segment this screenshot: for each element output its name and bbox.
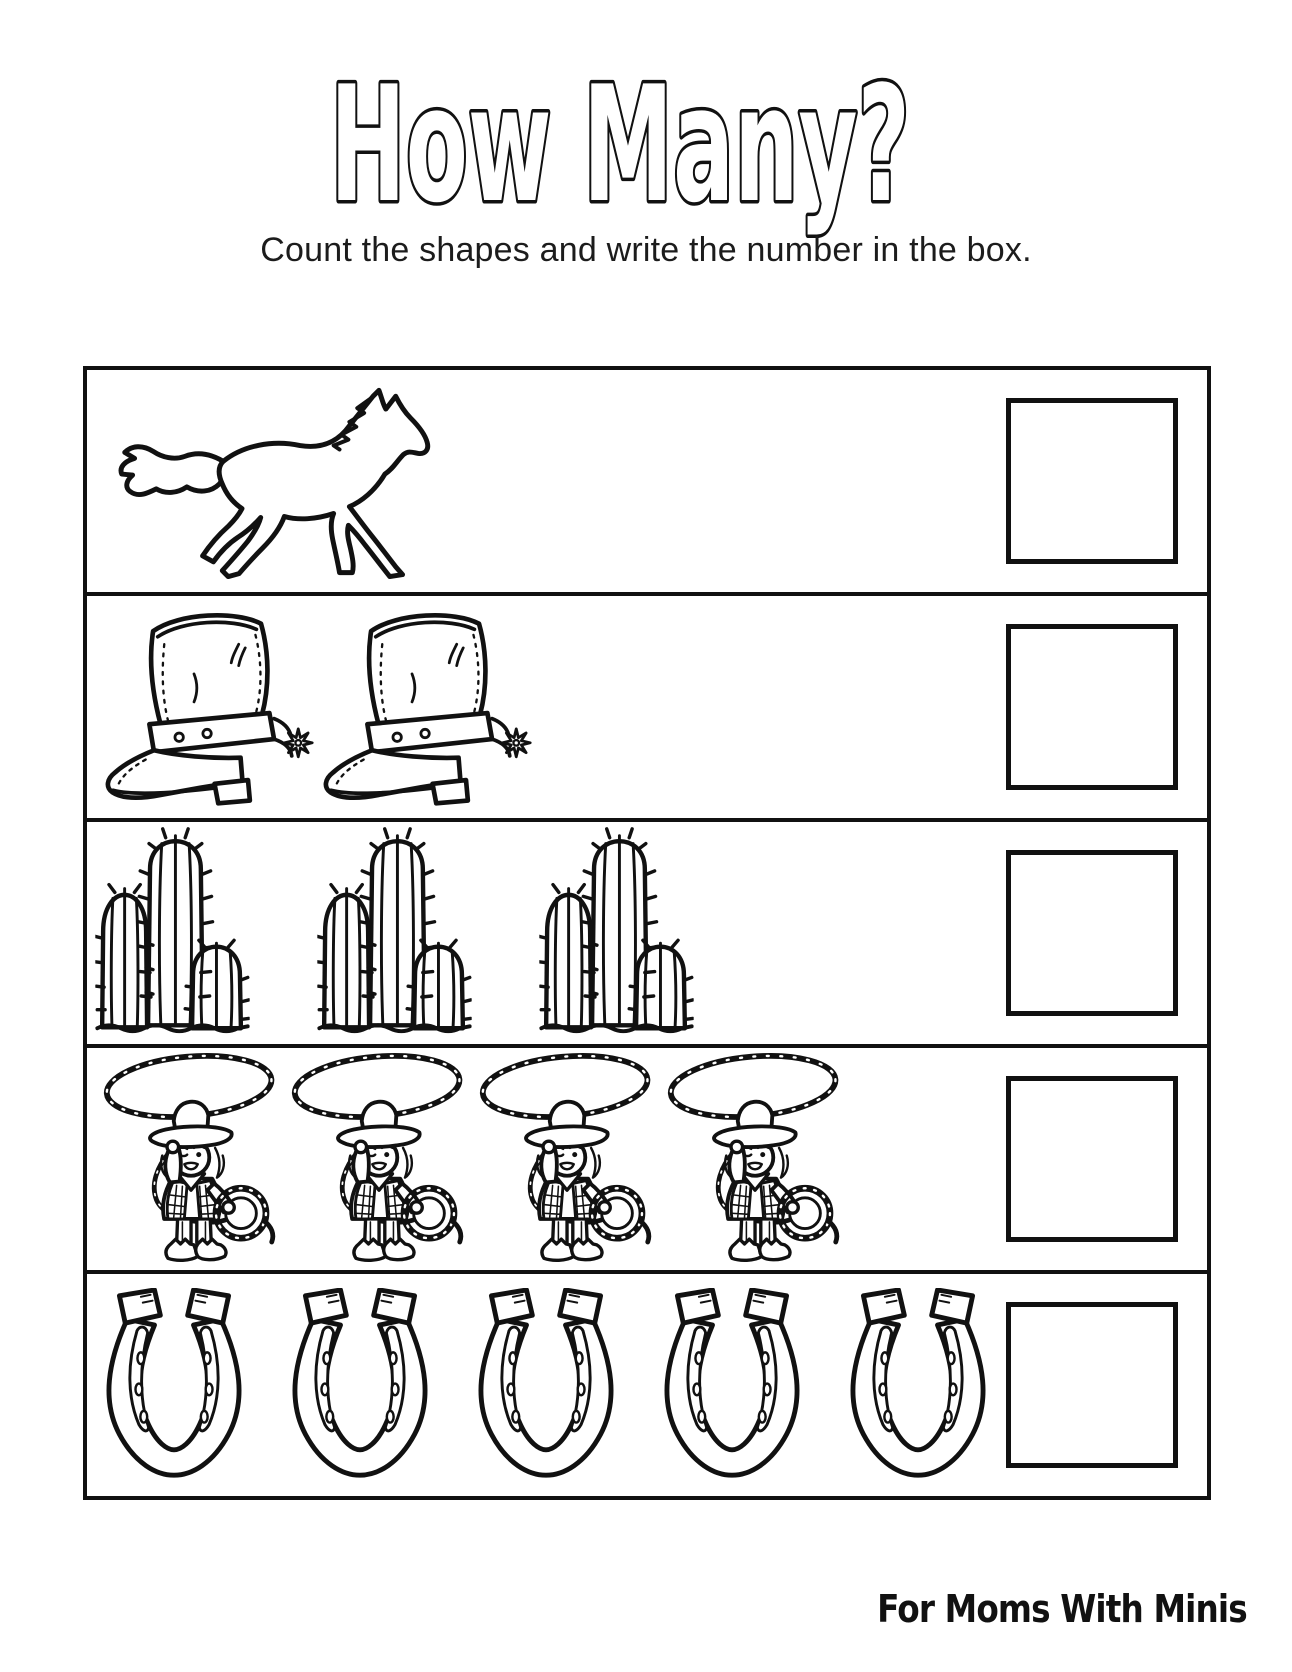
worksheet-row-cowgirl [87,1044,1207,1270]
answer-box[interactable] [1006,398,1178,564]
worksheet-row-boot [87,592,1207,818]
horseshoe-illustration [647,1288,817,1483]
cowgirl-illustration [475,1048,661,1267]
answer-box[interactable] [1006,1076,1178,1242]
cactus-illustration [539,826,694,1039]
horseshoe-illustration [833,1288,1003,1483]
worksheet-row-horseshoe [87,1270,1207,1496]
page-title [0,52,1292,242]
cowgirl-illustration [287,1048,473,1267]
answer-box[interactable] [1006,850,1178,1016]
horse-illustration [107,382,442,580]
answer-box[interactable] [1006,624,1178,790]
cowgirl-illustration [663,1048,849,1267]
cactus-illustration [317,826,472,1039]
cowgirl-illustration [99,1048,285,1267]
horseshoe-illustration [275,1288,445,1483]
worksheet-row-cactus [87,818,1207,1044]
worksheet-table [83,366,1211,1500]
boot-illustration [319,604,533,810]
horseshoe-illustration [89,1288,259,1483]
horseshoe-illustration [461,1288,631,1483]
boot-illustration [101,604,315,810]
page-title-text: How Many? [330,51,910,238]
answer-box[interactable] [1006,1302,1178,1468]
cactus-illustration [95,826,250,1039]
instruction-text: Count the shapes and write the number in the box. [260,231,1032,269]
worksheet-row-horse [87,370,1207,592]
footer-credit: For Moms With Minis [877,1587,1247,1631]
